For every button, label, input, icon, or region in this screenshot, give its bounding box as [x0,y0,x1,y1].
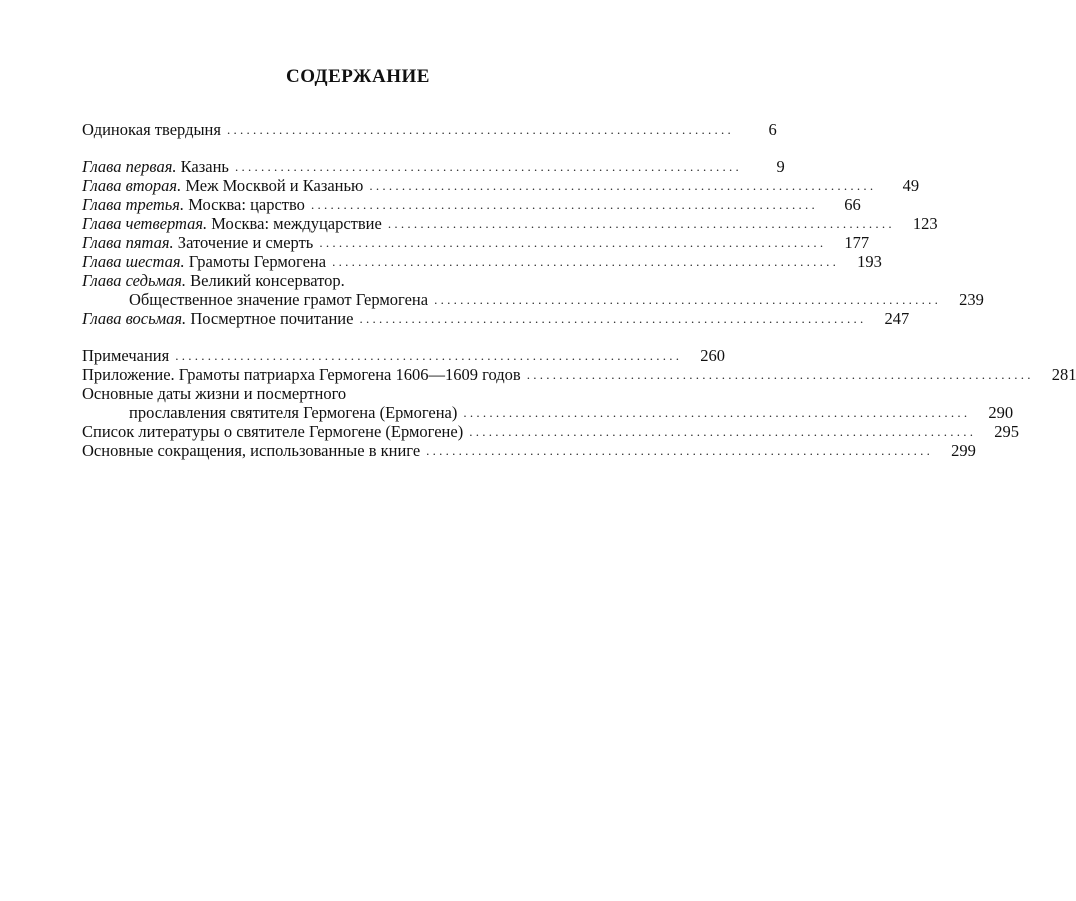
entry-text: Общественное значение грамот Гермогена [129,290,429,309]
page-number: 177 [844,233,870,252]
dot-leader [527,365,1031,384]
chapter-label: Глава пятая. [82,233,174,252]
page-number: 123 [912,214,938,233]
dot-leader [359,309,863,328]
chapter-label: Глава седьмая. [82,271,187,290]
dot-leader [369,176,873,195]
page-number: 9 [776,157,785,176]
toc-entry-title [82,233,313,252]
dot-leader [388,214,892,233]
toc-entry [82,195,861,214]
page-number: 239 [959,290,984,309]
toc-entry [82,403,1014,422]
page-number: 193 [857,252,882,271]
table-of-contents [82,120,1076,460]
toc-entry [82,214,938,233]
toc-entry-title [82,403,457,422]
page-number: 260 [700,346,725,365]
dot-leader [227,120,731,139]
chapter-label: Глава третья. [82,195,185,214]
chapter-label: Глава первая. [82,157,177,176]
toc-entry-title [82,422,463,441]
dot-leader [332,252,836,271]
toc-entry [82,157,785,176]
dot-leader [469,422,973,441]
section-gap [82,139,642,157]
page-number: 66 [844,195,861,214]
entry-text: Посмертное почитание [190,309,354,328]
dot-leader [319,233,823,252]
dot-leader [311,195,815,214]
toc-entry [82,271,642,290]
toc-entry [82,365,1076,384]
dot-leader [426,441,930,460]
dot-leader [175,346,679,365]
chapter-label: Глава шестая. [82,252,185,271]
toc-entry-title [82,195,305,214]
page-number: 295 [994,422,1019,441]
entry-text: Одинокая твердыня [82,120,221,139]
toc-entry [82,290,984,309]
page-number: 290 [988,403,1014,422]
toc-entry [82,346,725,365]
toc-entry [82,384,642,403]
toc-entry-title [82,176,363,195]
entry-text: Список литературы о святителе Гермогене (Ермогене) [82,422,464,441]
page-number: 281 [1051,365,1076,384]
page-number: 299 [951,441,976,460]
toc-entry [82,252,882,271]
chapter-label: Глава вторая. [82,176,182,195]
chapter-label: Глава четвертая. [82,214,208,233]
toc-entry-title [82,157,229,176]
entry-text: Заточение и смерть [177,233,314,252]
toc-entry [82,233,870,252]
dot-leader [463,403,967,422]
toc-entry [82,309,910,328]
entry-text: Приложение. Грамоты патриарха Гермогена 1606—1609 годов [82,365,521,384]
toc-entry [82,120,777,139]
toc-entry-title [82,214,382,233]
dot-leader [434,290,938,309]
entry-text: Примечания [82,346,170,365]
toc-entry [82,441,976,460]
toc-entry-title [82,120,221,139]
toc-entry-title [82,346,169,365]
page-number: 49 [902,176,920,195]
page-title: СОДЕРЖАНИЕ [286,66,430,87]
entry-text: Москва: междуцарствие [211,214,382,233]
toc-entry [82,176,920,195]
entry-text: Грамоты Гермогена [188,252,327,271]
toc-entry-title [82,309,353,328]
entry-text: Москва: царство [188,195,305,214]
entry-text: Основные сокращения, использованные в книге [82,441,421,460]
toc-entry-title [82,271,345,290]
dot-leader [235,157,739,176]
section-gap [82,328,642,346]
entry-text: Меж Москвой и Казанью [185,176,364,195]
toc-entry-title [82,290,428,309]
toc-entry-title [82,441,420,460]
entry-text: Основные даты жизни и посмертного [82,384,347,403]
entry-text: Великий консерватор. [190,271,345,290]
page-number: 247 [884,309,910,328]
entry-text: прославления святителя Гермогена (Ермогена) [129,403,458,422]
toc-entry-title [82,252,326,271]
chapter-label: Глава восьмая. [82,309,187,328]
toc-entry [82,422,1019,441]
entry-text: Казань [180,157,229,176]
toc-entry-title [82,384,346,403]
page-number: 6 [768,120,777,139]
toc-entry-title [82,365,521,384]
